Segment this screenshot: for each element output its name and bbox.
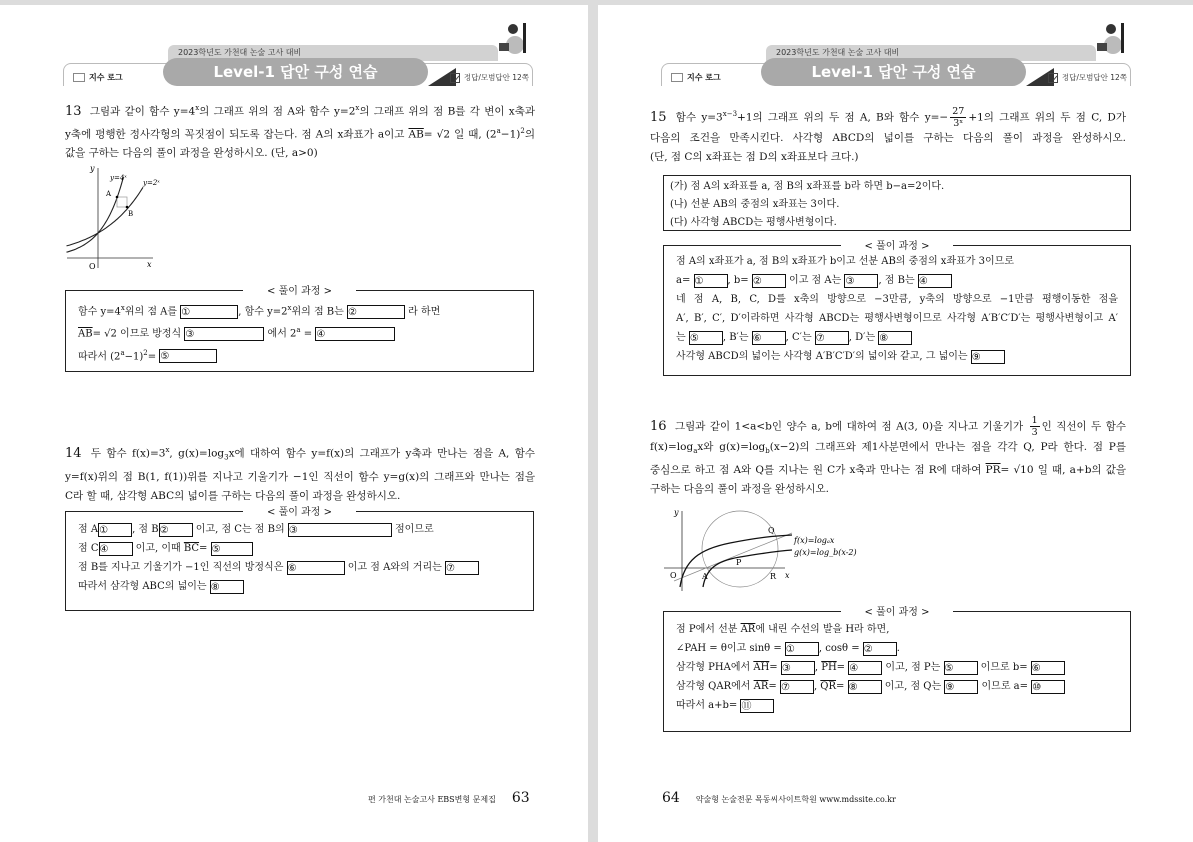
text-segment: 삼각형 QAR에서: [676, 681, 754, 692]
text-segment: ,: [814, 662, 822, 673]
answer-blank[interactable]: ④: [315, 327, 395, 341]
answer-blank[interactable]: ⑤: [159, 349, 217, 363]
superscript: x: [195, 104, 200, 112]
footer: [662, 790, 896, 806]
answer-blank[interactable]: ⑧: [210, 580, 244, 594]
answer-blank[interactable]: ⑦: [815, 331, 849, 345]
solution-title: < 풀이 과정 >: [841, 241, 954, 252]
solution-title: < 풀이 과정 >: [841, 607, 954, 618]
question-13: [65, 99, 535, 163]
answer-blank[interactable]: ⑤: [944, 661, 978, 675]
answer-blank[interactable]: ⑪: [740, 699, 774, 713]
solution-box-13: [65, 286, 534, 372]
exam-label: 2023학년도 가천대 논술 고사 대비: [766, 45, 1096, 61]
condition-item: (다) 사각형 ABCD는 평행사변형이다.: [670, 217, 837, 228]
text-segment: C라 할 때, 삼각형 ABC의 넓이를 구하는 다음의 풀이 과정을 완성하시오.: [65, 489, 401, 502]
text-segment: =: [768, 681, 780, 692]
superscript: a: [120, 348, 125, 357]
answer-blank[interactable]: ⑧: [848, 680, 882, 694]
checkbox-icon: [1048, 73, 1058, 83]
answer-blank[interactable]: ②: [347, 305, 405, 319]
text-segment: = √2 이므로 방정식: [92, 328, 185, 340]
text-line: [650, 480, 1126, 499]
text-segment: 이고, 이때: [132, 543, 184, 554]
superscript: 2: [143, 348, 148, 357]
q-label: Q: [768, 526, 775, 535]
text-segment: 라 하면: [404, 306, 441, 318]
page-header: [661, 35, 1131, 90]
text-line: [650, 438, 1126, 461]
text-segment: A′, B′, C′, D′이라하면 사각형 ABCD는 평행사변형이므로 사각형 A′B′C′D′는 평행사변형이고 A′: [676, 313, 1118, 324]
answer-blank[interactable]: ⑤: [211, 542, 253, 556]
text-line: [676, 639, 1118, 658]
answer-blank[interactable]: ①: [785, 642, 819, 656]
text-segment: +1의 그래프 위의 두 점 A, B와 함수 y=−: [737, 111, 949, 124]
superscript: x: [120, 304, 125, 312]
x-label: x: [785, 571, 790, 580]
text-line: [78, 344, 521, 366]
text-segment: 점 B를 지나고 기울기가 −1인 직선의 방정식은: [78, 562, 287, 573]
unit-label: [671, 72, 721, 83]
question-number: 16: [650, 418, 667, 434]
text-segment: 에서 2: [264, 328, 297, 340]
text-segment: 점 P에서 선분: [676, 624, 741, 635]
answer-blank[interactable]: ③: [184, 327, 264, 341]
fraction: [950, 106, 966, 129]
answer-blank[interactable]: ②: [159, 523, 193, 537]
question-15: [650, 105, 1126, 167]
circle-c: [702, 511, 778, 587]
footer: [368, 790, 530, 806]
right-page: [598, 5, 1193, 842]
a-label: A: [106, 190, 112, 198]
text-line: [65, 144, 535, 163]
text-line: [78, 321, 521, 343]
a-label: A: [702, 572, 708, 581]
text-segment: f(x)=log: [650, 441, 694, 453]
segment-label: $\overline{AR}$: [753, 681, 769, 692]
text-segment: , B′는: [722, 332, 752, 343]
answer-blank[interactable]: ④: [918, 274, 952, 288]
denominator: 3ˣ: [953, 118, 964, 129]
student-illustration-icon: [491, 21, 531, 59]
text-segment: 의: [524, 128, 535, 140]
text-segment: 점 C: [78, 543, 99, 554]
text-segment: 점 A: [78, 524, 99, 535]
text-segment: y축에 평행한 정사각형의 꼭짓점이 되도록 잡는다. 점 A의 x좌표가 a이고: [65, 128, 409, 140]
page-number: 64: [662, 790, 680, 806]
text-segment: x와 g(x)=log: [697, 441, 766, 453]
answer-blank[interactable]: ⑥: [1031, 661, 1065, 675]
text-line: [65, 99, 535, 122]
origin-label: O: [89, 262, 96, 271]
segment-label: $\overline{AB}$: [408, 128, 424, 140]
answer-blank[interactable]: ①: [98, 523, 132, 537]
text-segment: +1의 그래프 위의 두 점 C, D가: [968, 111, 1126, 124]
question-number: 15: [650, 109, 667, 125]
text-segment: 점이므로: [391, 524, 434, 535]
curve-4x: [67, 177, 124, 252]
graph-16: [660, 505, 880, 593]
text-line: [676, 347, 1118, 366]
answer-blank[interactable]: ①: [180, 305, 238, 319]
text-segment: 이고 점 A는: [785, 275, 845, 286]
text-segment: 따라서 (2: [78, 350, 121, 362]
text-segment: , D′는: [848, 332, 879, 343]
text-segment: 이고, 점 C는 점 B의: [192, 524, 288, 535]
answer-blank[interactable]: ③: [844, 274, 878, 288]
text-segment: , b=: [727, 275, 752, 286]
text-line: [676, 309, 1118, 328]
text-segment: −1): [500, 128, 521, 140]
superscript: x: [287, 304, 292, 312]
text-segment: , 함수 y=2: [238, 306, 288, 318]
text-segment: ∠PAH = θ이고 sinθ =: [676, 643, 785, 654]
text-segment: 구하는 다음의 풀이 과정을 완성하시오.: [650, 483, 829, 496]
text-segment: 그림과 같이 1<a<b인 양수 a, b에 대하여 점 A(3, 0)을 지나고 기울기가: [670, 420, 1028, 433]
text-segment: =: [769, 662, 781, 673]
solution-box-15: [663, 241, 1131, 376]
question-16: [650, 415, 1126, 499]
footer-text: 약술형 논술전문 목동씨사이트학원 www.mdssite.co.kr: [695, 795, 896, 804]
superscript: a: [296, 326, 301, 335]
solution-box-14: [65, 507, 534, 611]
text-line: [650, 415, 1126, 438]
y-label: y: [674, 508, 679, 517]
text-segment: 점 A의 x좌표가 a, 점 B의 x좌표가 b이고 선분 AB의 중점의 x좌표가 3이므로: [676, 256, 1014, 267]
text-segment: = √10 일 때, a+b의 값을: [1000, 464, 1127, 477]
checkbox-icon: [450, 73, 460, 83]
answer-blank[interactable]: ⑦: [780, 680, 814, 694]
conditions-box: [663, 175, 1131, 231]
segment-label: $\overline{AR}$: [740, 624, 756, 635]
text-line: [650, 105, 1126, 129]
text-segment: 인 직선이 두 함수: [1041, 420, 1127, 433]
text-segment: = √2 일 때, (2: [423, 128, 497, 140]
text-segment: (단, 점 C의 x좌표는 점 D의 x좌표보다 크다.): [650, 151, 859, 163]
y-label: y: [90, 164, 95, 173]
answer-blank[interactable]: ⑤: [689, 331, 723, 345]
text-line: [65, 122, 535, 145]
text-line: [650, 129, 1126, 148]
question-number: 14: [65, 445, 82, 461]
answer-ref: [1048, 72, 1127, 83]
text-line: [78, 539, 521, 558]
text-segment: =: [147, 350, 160, 362]
text-segment: =: [199, 543, 211, 554]
page-header: [63, 35, 533, 90]
f-label: y=4ˣ: [110, 174, 127, 182]
text-segment: 의 그래프 위의 점 A와 함수 y=2: [199, 105, 356, 118]
subscript: b: [765, 447, 770, 456]
text-line: [65, 468, 535, 487]
answer-ref: [450, 72, 529, 83]
text-line: [676, 658, 1118, 677]
text-segment: 다음의 조건을 만족시킨다. 사각형 ABCD의 넓이를 구하는 다음의 풀이 과정을 완성하시오.: [650, 132, 1126, 144]
condition-item: (나) 선분 AB의 중점의 x좌표는 3이다.: [670, 199, 840, 210]
text-segment: 네 점 A, B, C, D를 x축의 방향으로 −3만큼, y축의 방향으로 −1만큼 평행이동한 점을: [676, 294, 1118, 305]
answer-blank[interactable]: ④: [848, 661, 882, 675]
answer-blank[interactable]: ⑩: [1031, 680, 1065, 694]
text-segment: 의 그래프 위의 점 B를 각 변이 x축과: [359, 105, 535, 118]
text-segment: ,: [813, 681, 821, 692]
text-segment: 위의 점 B는: [291, 306, 347, 318]
segment-label: $\overline{PR}$: [985, 464, 1001, 477]
curve-g: [703, 550, 792, 587]
answer-blank[interactable]: ⑥: [287, 561, 345, 575]
text-segment: (x−2)의 그래프와 제1사분면에서 만나는 점을 각각 Q, P라 한다. 점 P를: [769, 441, 1127, 453]
text-segment: x에 대하여 함수 y=f(x)의 그래프가 y축과 만나는 점을 A, 함수: [228, 447, 536, 460]
text-segment: .: [896, 643, 900, 654]
text-line: [78, 558, 521, 577]
text-segment: 는: [676, 332, 689, 343]
text-line: [650, 461, 1126, 480]
answer-blank[interactable]: ⑨: [944, 680, 978, 694]
text-line: [676, 696, 1118, 715]
graph-13: [65, 163, 165, 273]
text-segment: 위의 점 A를: [124, 306, 181, 318]
answer-ref-text: 정답/모범답안 12쪽: [463, 73, 529, 82]
text-segment: 두 함수 f(x)=3: [85, 447, 166, 460]
answer-blank[interactable]: ⑧: [878, 331, 912, 345]
text-segment: a=: [676, 275, 694, 286]
text-line: [78, 520, 521, 539]
text-segment: 값을 구하는 다음의 풀이 과정을 완성하시오. (단, a>0): [65, 147, 318, 159]
unit-icon: [73, 73, 85, 82]
exam-label: 2023학년도 가천대 논술 고사 대비: [168, 45, 498, 61]
origin-label: O: [670, 571, 677, 580]
text-line: [78, 577, 521, 596]
superscript: a: [496, 126, 501, 135]
text-segment: =: [836, 662, 849, 673]
answer-blank[interactable]: ⑥: [752, 331, 786, 345]
text-line: [676, 271, 1118, 290]
solution-title: < 풀이 과정 >: [243, 286, 356, 297]
text-segment: 따라서 a+b=: [676, 700, 741, 711]
segment-label: $\overline{QR}$: [820, 681, 837, 692]
b-label: B: [128, 210, 134, 218]
square: [117, 197, 127, 207]
text-segment: , 점 B는: [878, 275, 918, 286]
superscript: x−3: [722, 110, 738, 118]
text-segment: 함수 y=4: [78, 306, 121, 318]
superscript: 2: [520, 126, 525, 135]
superscript: x: [355, 104, 360, 112]
text-segment: , C′는: [785, 332, 815, 343]
text-segment: 따라서 삼각형 ABC의 넓이는: [78, 581, 210, 592]
superscript: x: [165, 446, 170, 454]
text-segment: 함수 y=3: [670, 111, 723, 124]
answer-blank[interactable]: ③: [781, 661, 815, 675]
point-a: [116, 196, 119, 199]
text-segment: 이므로 b=: [977, 662, 1031, 673]
text-segment: 이므로 a=: [978, 681, 1032, 692]
footer-text: 편 가천대 논술고사 EBS변형 문제집: [368, 795, 496, 804]
unit-text: 지수 로그: [89, 73, 123, 82]
g-label: y=2ˣ: [143, 179, 160, 187]
text-segment: 에 내린 수선의 발을 H라 하면,: [755, 624, 890, 635]
answer-blank[interactable]: ③: [288, 523, 392, 537]
answer-blank[interactable]: ⑦: [445, 561, 479, 575]
text-segment: 중심으로 하고 점 A와 Q를 지나는 원 C가 x축과 만나는 점 R에 대하여: [650, 464, 986, 477]
unit-label: [73, 72, 123, 83]
text-segment: , cosθ =: [818, 643, 863, 654]
unit-text: 지수 로그: [687, 73, 721, 82]
answer-blank[interactable]: ⑨: [971, 350, 1005, 364]
text-line: [676, 290, 1118, 309]
numerator: 27: [952, 106, 965, 117]
segment-label: $\overline{PH}$: [821, 662, 837, 673]
question-number: 13: [65, 103, 82, 119]
answer-blank[interactable]: ②: [863, 642, 897, 656]
segment-label: $\overline{BC}$: [183, 543, 200, 554]
section-title: Level-1 답안 구성 연습: [163, 58, 428, 86]
r-label: R: [770, 572, 777, 581]
text-segment: 삼각형 PHA에서: [676, 662, 754, 673]
text-segment: 그림과 같이 함수 y=4: [85, 105, 196, 118]
denominator: 3: [1031, 427, 1038, 438]
student-illustration-icon: [1089, 21, 1129, 59]
question-14: [65, 441, 535, 506]
segment-label: $\overline{AH}$: [753, 662, 770, 673]
fraction: [1030, 415, 1040, 438]
text-line: [65, 441, 535, 468]
point-b: [126, 206, 129, 209]
segment-label: $\overline{AB}$: [78, 328, 93, 340]
text-segment: y=f(x)위의 점 B(1, f(1))위를 지나고 기울기가 −1인 직선이 함수 y=g(x)의 그래프와 만나는 점을: [65, 470, 535, 483]
answer-blank[interactable]: ②: [752, 274, 786, 288]
text-line: [78, 299, 521, 321]
text-line: [676, 328, 1118, 347]
x-label: x: [147, 260, 152, 269]
solution-title: < 풀이 과정 >: [243, 507, 356, 518]
g-label: g(x)=log_b(x-2): [794, 548, 857, 557]
p-label: P: [736, 558, 742, 567]
text-segment: 이고, 점 Q는: [881, 681, 945, 692]
condition-item: (가) 점 A의 x좌표를 a, 점 B의 x좌표를 b라 하면 b−a=2이다.: [670, 181, 945, 192]
f-label: f(x)=logₐx: [794, 536, 835, 545]
subscript: 3: [224, 453, 229, 462]
answer-ref-text: 정답/모범답안 12쪽: [1061, 73, 1127, 82]
answer-blank[interactable]: ④: [99, 542, 133, 556]
text-line: [676, 620, 1118, 639]
text-line: [676, 677, 1118, 696]
text-segment: =: [836, 681, 848, 692]
text-segment: 이고, 점 P는: [882, 662, 944, 673]
text-segment: 이고 점 A와의 거리는: [344, 562, 445, 573]
section-title: Level-1 답안 구성 연습: [761, 58, 1026, 86]
text-segment: , 점 B: [132, 524, 159, 535]
text-segment: =: [300, 328, 316, 340]
numerator: 1: [1031, 415, 1038, 426]
unit-icon: [671, 73, 683, 82]
solution-box-16: [663, 607, 1131, 732]
subscript: a: [693, 447, 698, 456]
text-line: [650, 148, 1126, 167]
text-segment: −1): [124, 350, 144, 362]
page-number: 63: [511, 790, 530, 806]
text-segment: 사각형 ABCD의 넓이는 사각형 A′B′C′D′의 넓이와 같고, 그 넓이는: [676, 351, 971, 362]
answer-blank[interactable]: ①: [694, 274, 728, 288]
text-segment: , g(x)=log: [169, 447, 225, 460]
left-page: [0, 5, 588, 842]
